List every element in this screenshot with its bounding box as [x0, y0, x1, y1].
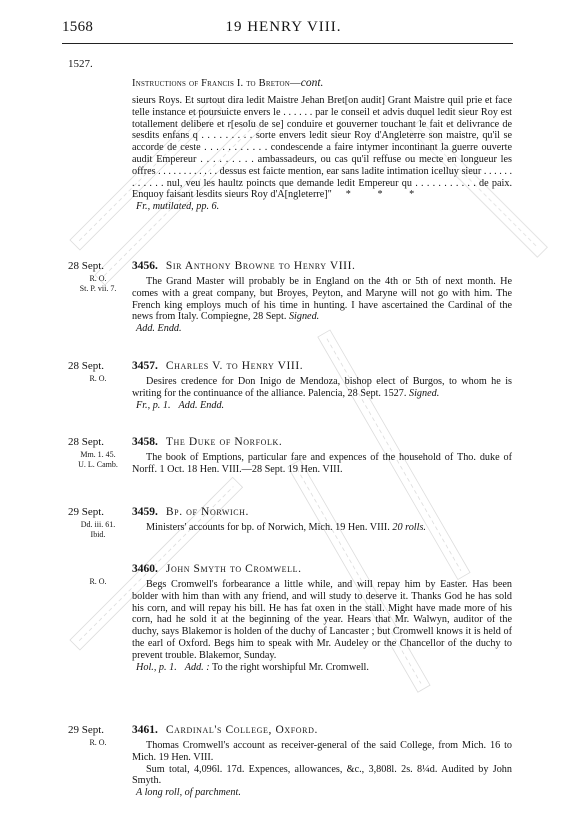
- entry-body-text: The book of Emptions, particular fare and expences of the household of Tho. duke of Norff. 1 Oct. 18 Hen. VIII.—28 Sept. 19 Hen. VIII.: [132, 452, 512, 475]
- entry-3461: [132, 723, 512, 799]
- entry-body-text: Desires credence for Don Inigo de Mendoza, bishop elect of Burgos, to whom he is writing for the continuance of the alliance. Palencia, 28 Sept. 1527.: [132, 376, 512, 399]
- source-line: Mm. 1. 45.: [80, 450, 116, 459]
- entry-title: Charles V. to Henry VIII.: [165, 360, 304, 372]
- entry-date: 1527.: [68, 58, 93, 70]
- entry-date: 28 Sept.: [68, 360, 105, 372]
- entry-3457: [132, 359, 512, 411]
- entry-date: 28 Sept.: [68, 436, 105, 448]
- entry-body: [132, 740, 512, 764]
- entry-note: [132, 662, 512, 674]
- entry-date: 29 Sept.: [68, 506, 105, 518]
- source-line: R. O.: [89, 738, 107, 747]
- entry-heading: [132, 435, 512, 449]
- entry-body: [132, 95, 512, 201]
- entry-title: Bp. of Norwich.: [165, 506, 250, 518]
- entry-body: [132, 764, 512, 788]
- header-rule: [62, 43, 513, 44]
- source-line: Ibid.: [90, 530, 106, 539]
- source-line: St. P. vii. 7.: [79, 284, 117, 293]
- entry-source: [68, 520, 128, 540]
- entry-title: Cardinal's College, Oxford.: [165, 724, 318, 736]
- entry-body-text: Thomas Cromwell's account as receiver-general of the said College, from Mich. 16 to Mich. 19 Hen. VIII.: [132, 740, 512, 763]
- entry-source: [68, 577, 128, 587]
- entry-heading: [132, 359, 512, 373]
- entry-number: 3459.: [132, 506, 158, 518]
- entry-heading: [132, 562, 512, 576]
- entry-heading: [132, 76, 512, 91]
- signed-note: Signed.: [408, 387, 440, 399]
- source-line: R. O.: [89, 274, 107, 283]
- entry-note-text: A long roll, of parchment.: [136, 787, 241, 799]
- entry-source: [68, 450, 128, 470]
- entry-continued-instructions: [132, 76, 512, 213]
- entry-title: Sir Anthony Browne to Henry VIII.: [165, 260, 356, 272]
- entry-heading: [132, 505, 512, 519]
- entry-number: 3460.: [132, 563, 158, 575]
- page-header: [0, 12, 567, 40]
- entry-title: John Smyth to Cromwell.: [165, 563, 302, 575]
- entry-note-text: To the right worshipful Mr. Cromwell.: [212, 661, 369, 673]
- entry-title-cont: cont.: [300, 77, 324, 89]
- entry-body: [132, 376, 512, 400]
- entry-body-text: sieurs Roys. Et surtout dira ledit Maistre Jehan Bret[on audit] Grant Maistre quil prie et face telle instance et poursuicte envers le . . . . . . par le conseil et advis duquel ledit sieur Roy est totallement delibere et r[esolu de se] conduire et gouverner touchant le fait et delivrance de sesdits enfans q . . . . . . . . . sorte envers ledit sieur Roy d'Angleterre son maistre, qu'il se accorde de ceste . . . . . . . . . . . condescende a faire intymer incontinant la guerre ouverte audit Empereur . . . . . . . . . ambassadeurs, ou cas qu'il reffuse ou mecte en longueur les offres . . . . . . . . . . . . dessus est faicte mention, ear sans ladite intimation icelluy sieur . . . . . . . . . . . . nul, veu les haultz poincts que demande ledit Empereur qu . . . . . . . . . . . de paix. Enquoy faisant lesdits sieurs Roy d'A[ngleterre]": [132, 95, 512, 201]
- entry-note: [132, 201, 512, 213]
- entry-note: [132, 400, 512, 412]
- entry-note-text: Fr., mutilated, pp. 6.: [136, 201, 220, 213]
- source-line: U. L. Camb.: [78, 460, 118, 469]
- entry-note-text: Add. Endd.: [178, 399, 225, 411]
- entry-3458: [132, 435, 512, 476]
- entry-note: [132, 787, 512, 799]
- signed-note: Signed.: [288, 311, 320, 323]
- entry-source: [68, 374, 128, 384]
- source-line: R. O.: [89, 577, 107, 586]
- entry-date: 29 Sept.: [68, 724, 105, 736]
- rolls-note: 20 rolls.: [392, 522, 426, 533]
- entry-source: [68, 738, 128, 748]
- running-title: 19 HENRY VIII.: [225, 19, 342, 35]
- entry-body: [132, 522, 512, 534]
- entry-3460: [132, 562, 512, 673]
- source-line: R. O.: [89, 374, 107, 383]
- entry-note-hol: Hol., p. 1.: [136, 661, 177, 673]
- entry-body-text: The Grand Master will probably be in England on the 4th or 5th of next month. He comes with a great company, but Broyes, Peyton, and Maryne will not go with him. The French king employs much of his time in hunting. I have ascertained the Cardinal of the news from Italy. Compiegne, 28 Sept.: [132, 276, 512, 323]
- entry-note-add: Add. :: [184, 661, 210, 673]
- entry-number: 3457.: [132, 360, 158, 372]
- entry-3459: [132, 505, 512, 534]
- page-number: 1568: [62, 19, 94, 35]
- entry-body: [132, 579, 512, 662]
- entry-body-text: Begs Cromwell's forbearance a little while, and will repay him by Easter. Has been bolder with him than with any friend, and will study to deserve it. Thanks God he has sold his corn, and will repay his bill. He has fat oxen in the stall. Might have made more of his corn, had he sold it at the beginning of the year. Hears that Mr. Walwyn, auditor of the duchy, says Blakemor is holden of the duchy of Lancaster ; but Cromwell knows it is held of the earl of Oxford. Begs him to speak with Mr. Audeley or the Chancellor of the duchy to prevent trouble. Blakemor, Sunday.: [132, 579, 512, 661]
- entry-number: 3458.: [132, 436, 158, 448]
- entry-title: Instructions of Francis I. to Breton—: [132, 78, 301, 89]
- entry-note-fr: Fr., p. 1.: [136, 399, 171, 411]
- entry-body: [132, 452, 512, 476]
- entry-number: 3461.: [132, 724, 158, 736]
- entry-title: The Duke of Norfolk.: [165, 436, 283, 448]
- entry-note: [132, 323, 512, 335]
- entry-sum-text: Sum total, 4,096l. 17d. Expences, allowances, &c., 3,808l. 2s. 8¼d. Audited by John Smyth.: [132, 763, 512, 787]
- entry-heading: [132, 259, 512, 273]
- entry-heading: [132, 723, 512, 737]
- entry-source: [68, 274, 128, 294]
- source-line: Dd. iii. 61.: [80, 520, 116, 529]
- entry-body-text: Ministers' accounts for bp. of Norwich, Mich. 19 Hen. VIII.: [146, 522, 390, 533]
- entry-note-text: Add. Endd.: [136, 323, 182, 335]
- entry-body: [132, 276, 512, 323]
- omission-stars: * * *: [345, 189, 427, 201]
- entry-number: 3456.: [132, 260, 158, 272]
- entry-3456: [132, 259, 512, 335]
- entry-date: 28 Sept.: [68, 260, 105, 272]
